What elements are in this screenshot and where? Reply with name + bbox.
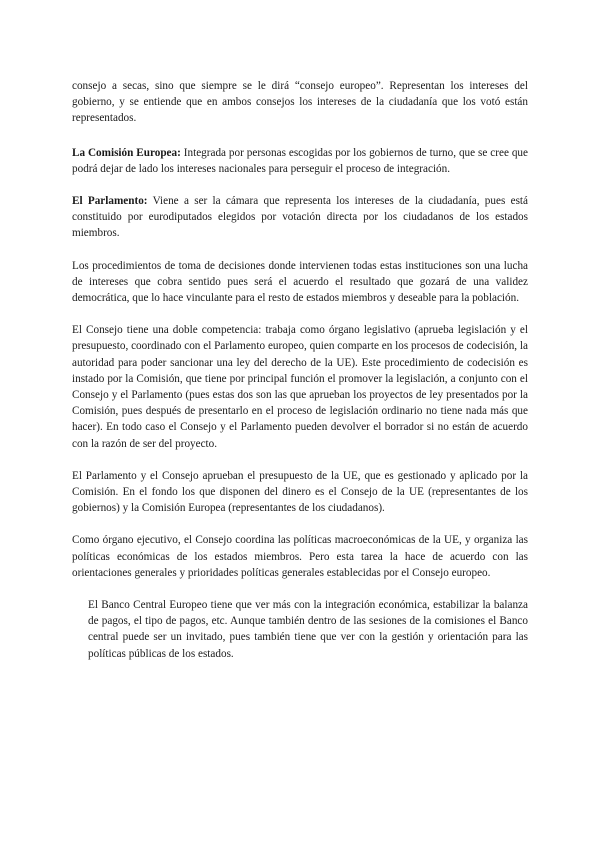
paragraph-text: Los procedimientos de toma de decisiones donde intervienen todas estas instituciones son una lucha de intereses que cobra sentido pues será el acuerdo el resultado que gozará de una validez democrática, que lo hace vinculante para el resto de estados miembros y deseable para la población. [72, 259, 528, 305]
paragraph-text: Viene a ser la cámara que representa los intereses de la ciudadanía, pues está constituido por eurodiputados elegidos por votación directa por los ciudadanos de los estados miembros. [72, 195, 528, 240]
paragraph-procedimientos [72, 258, 528, 307]
paragraph-consejo-europeo [72, 78, 528, 127]
paragraph-text: El Consejo tiene una doble competencia: trabaja como órgano legislativo (aprueba legislación y el presupuesto, coordinado con el Parlamento europeo, quien comparte en los procesos de codecisión, la autoridad para poder sancionar una ley del derecho de la UE). Este procedimiento de codecisión es instado por la Comisión, que tiene por principal función el promover la legislación, a conjunto con el Consejo y el Parlamento (pues estas dos son las que aprueban los proyectos de ley presentados por la Comisión, pues después de presentarlo en el proceso de legislación ordinario no tiene nada más que hacer). En todo caso el Consejo y el Parlamento pueden devolver el borrador si no están de acuerdo con la razón de ser del proyecto. [72, 324, 528, 450]
paragraph-doble-competencia [72, 322, 528, 452]
term-comision-europea: La Comisión Europea: [72, 146, 181, 159]
paragraph-comision-europea [72, 145, 528, 177]
document-page [72, 78, 528, 678]
paragraph-organo-ejecutivo [72, 532, 528, 581]
term-parlamento: El Parlamento: [72, 195, 148, 208]
paragraph-text: consejo a secas, sino que siempre se le dirá “consejo europeo”. Representan los intereses del gobierno, y se entiende que en ambos consejos los intereses de la ciudadanía que los votó están representados. [72, 80, 528, 125]
paragraph-presupuesto [72, 468, 528, 517]
paragraph-text: Como órgano ejecutivo, el Consejo coordina las políticas macroeconómicas de la UE, y organiza las políticas económicas de los estados miembros. Pero esta tarea la hace de acuerdo con las orientaciones generales y prioridades políticas generales establecidas por el Consejo europeo. [72, 534, 528, 579]
paragraph-banco-central [88, 597, 528, 662]
paragraph-text: El Banco Central Europeo tiene que ver más con la integración económica, estabilizar la balanza de pagos, el tipo de pagos, etc. Aunque también dentro de las sesiones de la comisiones el Banco central puede ser un invitado, pues también tiene que ver con la gestión y orientación para las políticas públicas de los estados. [88, 599, 528, 660]
paragraph-parlamento [72, 193, 528, 242]
paragraph-text: Integrada por personas escogidas por los gobiernos de turno, que se cree que podrá dejar de lado los intereses nacionales para perseguir el proceso de integración. [72, 146, 528, 175]
paragraph-text: El Parlamento y el Consejo aprueban el presupuesto de la UE, que es gestionado y aplicado por la Comisión. En el fondo los que disponen del dinero es el Consejo de la UE (representantes de los gobiernos) y la Comisión Europea (representantes de los ciudadanos). [72, 469, 528, 515]
